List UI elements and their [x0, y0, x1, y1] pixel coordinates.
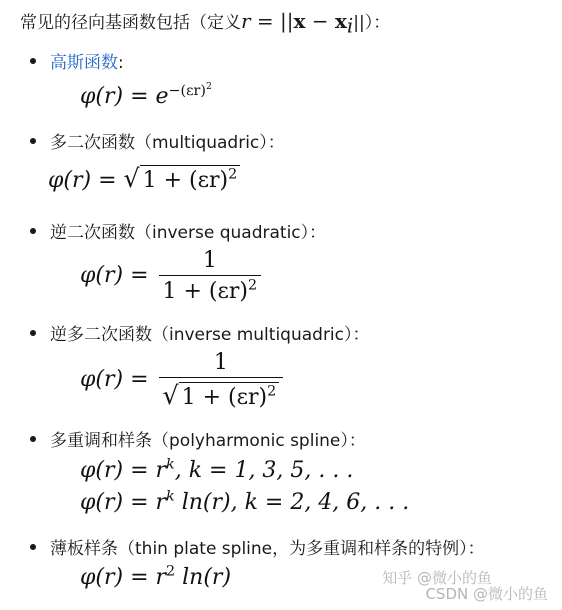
formula-radicand: 1 + (εr)	[142, 168, 229, 193]
formula-lhs: φ(r) = r	[80, 490, 167, 515]
intro-x: x	[293, 9, 306, 33]
bullet-icon	[30, 436, 36, 442]
intro-r: r	[241, 9, 251, 33]
formula-lhs: φ(r) =	[48, 168, 124, 193]
formula-sq: 2	[248, 277, 258, 294]
formula-rest: ln(r)	[175, 565, 232, 590]
fraction	[159, 248, 262, 304]
formula-base: e	[155, 84, 169, 109]
formula-exp2: 2	[205, 80, 212, 92]
bullet-icon	[30, 544, 36, 550]
list-item	[30, 218, 326, 243]
formula-lhs: φ(r) =	[80, 367, 156, 392]
formula-sq: 2	[166, 563, 176, 580]
gaussian-formula	[80, 80, 212, 109]
bullet-icon	[30, 58, 36, 64]
list-item	[30, 128, 285, 153]
intro-xi: x	[334, 9, 347, 33]
formula-lhs: φ(r) =	[80, 263, 156, 288]
bullet-icon	[30, 138, 36, 144]
gaussian-suffix: :	[118, 53, 124, 73]
list-item	[30, 534, 485, 559]
formula-numerator: 1	[202, 248, 217, 273]
inverse-multiquadric-label: 逆多二次函数（inverse multiquadric）：	[50, 325, 370, 345]
list-item	[30, 320, 370, 345]
list-item	[30, 48, 124, 73]
formula-k: k	[166, 456, 175, 473]
intro-eq: = ||	[250, 9, 294, 33]
zhihu-watermark: 知乎 @微小的鱼	[382, 569, 492, 587]
csdn-watermark: CSDN @微小的鱼	[425, 585, 548, 603]
intro-i: i	[346, 13, 354, 38]
fraction	[159, 350, 284, 410]
intro-close: ||）：	[353, 13, 391, 33]
inverse-quadratic-label: 逆二次函数（inverse quadratic）：	[50, 223, 327, 243]
polyharmonic-label: 多重调和样条（polyharmonic spline）：	[50, 431, 366, 451]
intro-text	[20, 8, 391, 38]
formula-rest: ln(r), k = 2, 4, 6, . . .	[174, 490, 410, 515]
polyharmonic-formula-1	[80, 458, 353, 483]
intro-label: 常见的径向基函数包括（定义	[20, 13, 241, 33]
formula-sq: 2	[267, 383, 277, 400]
formula-lhs: φ(r) = r	[80, 458, 167, 483]
bullet-icon	[30, 330, 36, 336]
formula-radicand: 1 + (εr)	[181, 385, 268, 410]
thin-plate-formula	[80, 565, 231, 590]
multiquadric-formula	[48, 164, 240, 193]
thin-plate-label: 薄板样条（thin plate spline，为多重调和样条的特例）：	[50, 539, 485, 559]
formula-exp: −(εr)	[168, 82, 206, 99]
polyharmonic-formula-2	[80, 490, 409, 515]
intro-minus: −	[305, 9, 335, 33]
multiquadric-label: 多二次函数（multiquadric）：	[50, 133, 285, 153]
sqrt-sign: √ $1 + (\varepsilon r)^2$	[124, 164, 241, 193]
inverse-multiquadric-formula	[80, 350, 286, 410]
bullet-icon	[30, 228, 36, 234]
formula-sq: 2	[228, 166, 238, 183]
formula-rest: , k = 1, 3, 5, . . .	[174, 458, 354, 483]
formula-denominator: 1 + (εr)	[162, 279, 249, 304]
list-item	[30, 426, 366, 451]
formula-k: k	[166, 488, 175, 505]
formula-numerator: 1	[213, 350, 228, 375]
formula-lhs: φ(r) =	[80, 84, 156, 109]
sqrt-sign: √ $1 + (\varepsilon r)^2$	[163, 381, 280, 410]
inverse-quadratic-formula	[80, 248, 264, 304]
gaussian-link[interactable]: 高斯函数	[50, 53, 118, 73]
formula-lhs: φ(r) = r	[80, 565, 167, 590]
